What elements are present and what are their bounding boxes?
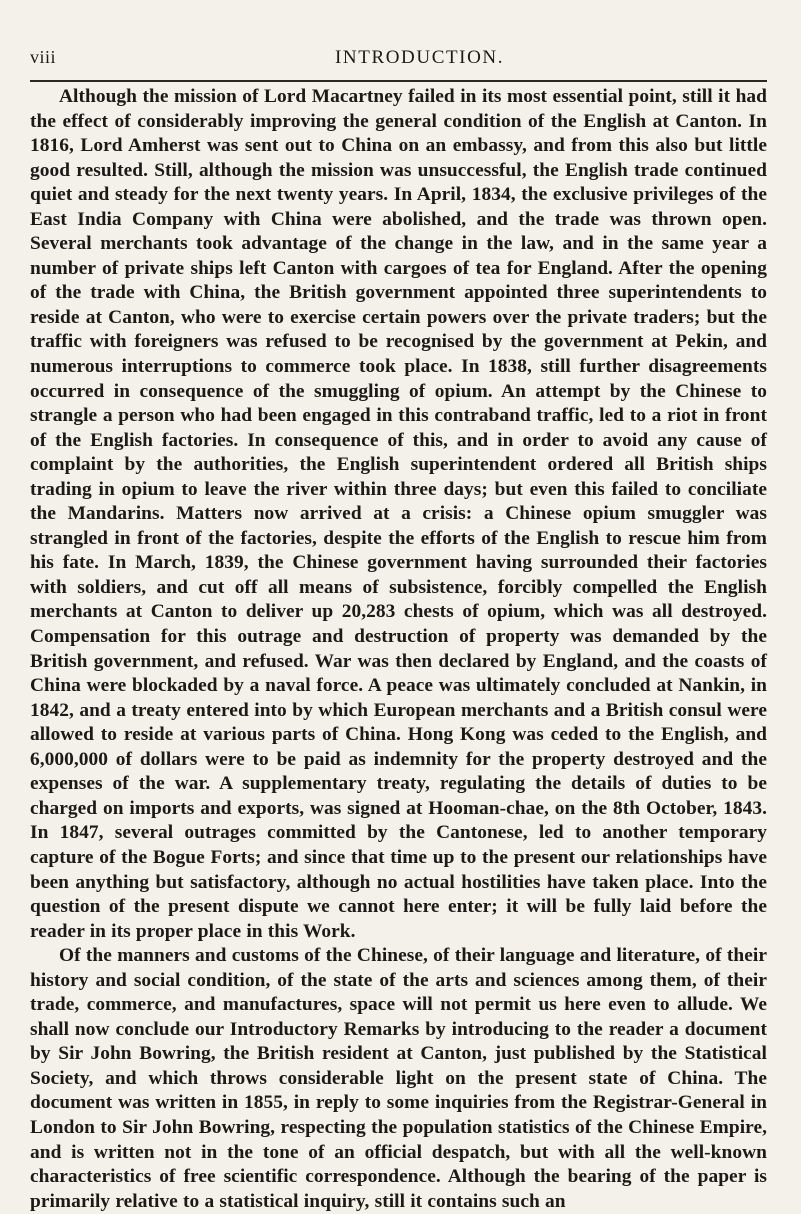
page-number: viii [30,47,57,67]
paragraph: Although the mission of Lord Macartney failed in its most essential point, still it had the effect of considerably improving the general condition of the English at Canton. In 1816, Lord Amherst was sent out to China on an embassy, and from this also but little good resulted. Still, although the mission was unsuccessful, the English trade continued quiet and steady for the next twenty years. In April, 1834, the exclusive privileges of the East India Company with China were abolished, and the trade was thrown open. Several merchants took advantage of the change in the law, and in the same year a number of private ships left Canton with cargoes of tea for England. After the opening of the trade with China, the British government appointed three superintendents to reside at Canton, who were to exercise certain powers over the private traders; but the traffic with foreigners was refused to be recognised by the government at Pekin, and numerous interruptions to commerce took place. In 1838, still further disagreements occurred in consequence of the smuggling of opium. An attempt by the Chinese to strangle a person who had been engaged in this contraband traffic, led to a riot in front of the English factories. In consequence of this, and in order to avoid any cause of complaint by the authorities, the English superintendent ordered all British ships trading in opium to leave the river within three days; but even this failed to conciliate the Mandarins. Matters now arrived at a crisis: a Chinese opium smuggler was strangled in front of the factories, despite the efforts of the English to rescue him from his fate. In March, 1839, the Chinese government having surrounded their factories with soldiers, and cut off all means of subsistence, forcibly compelled the English merchants at Canton to deliver up 20,283 chests of opium, which was all destroyed. Compensation for this outrage and destruction of property was demanded by the British government, and refused. War was then declared by England, and the coasts of China were blockaded by a naval force. A peace was ultimately concluded at Nankin, in 1842, and a treaty entered into by which European merchants and a British consul were allowed to reside at various parts of China. Hong Kong was ceded to the English, and 6,000,000 of dollars were to be paid as indemnity for the property destroyed and the expenses of the war. A supplementary treaty, regulating the details of duties to be charged on imports and exports, was signed at Hooman-chae, on the 8th October, 1843. In 1847, several outrages committed by the Cantonese, led to another temporary capture of the Bogue Forts; and since that time up to the present our relationships have been anything but satisfactory, although no actual hostilities have taken place. Into the question of the present dispute we cannot here enter; it will be fully laid before the reader in its proper place in this Work. [30,86,767,942]
running-title: INTRODUCTION. [335,47,505,68]
paragraph: Of the manners and customs of the Chinese, of their language and literature, of their history and social condition, of the state of the arts and sciences among them, of their trade, commerce, and manufactures, space will not permit us here even to allude. We shall now conclude our Introductory Remarks by introducing to the reader a document by Sir John Bowring, the British resident at Canton, just published by the Statistical Society, and which throws considerable light on the present state of China. The document was written in 1855, in reply to some inquiries from the Registrar-General in London to Sir John Bowring, respecting the population statistics of the Chinese Empire, and is written not in the tone of an official despatch, but with all the well-known characteristics of free scientific correspondence. Although the bearing of the paper is primarily relative to a statistical inquiry, still it contains such an [30,945,767,1212]
page-header [30,47,765,77]
body-text [30,85,767,1214]
header-rule [30,80,767,82]
